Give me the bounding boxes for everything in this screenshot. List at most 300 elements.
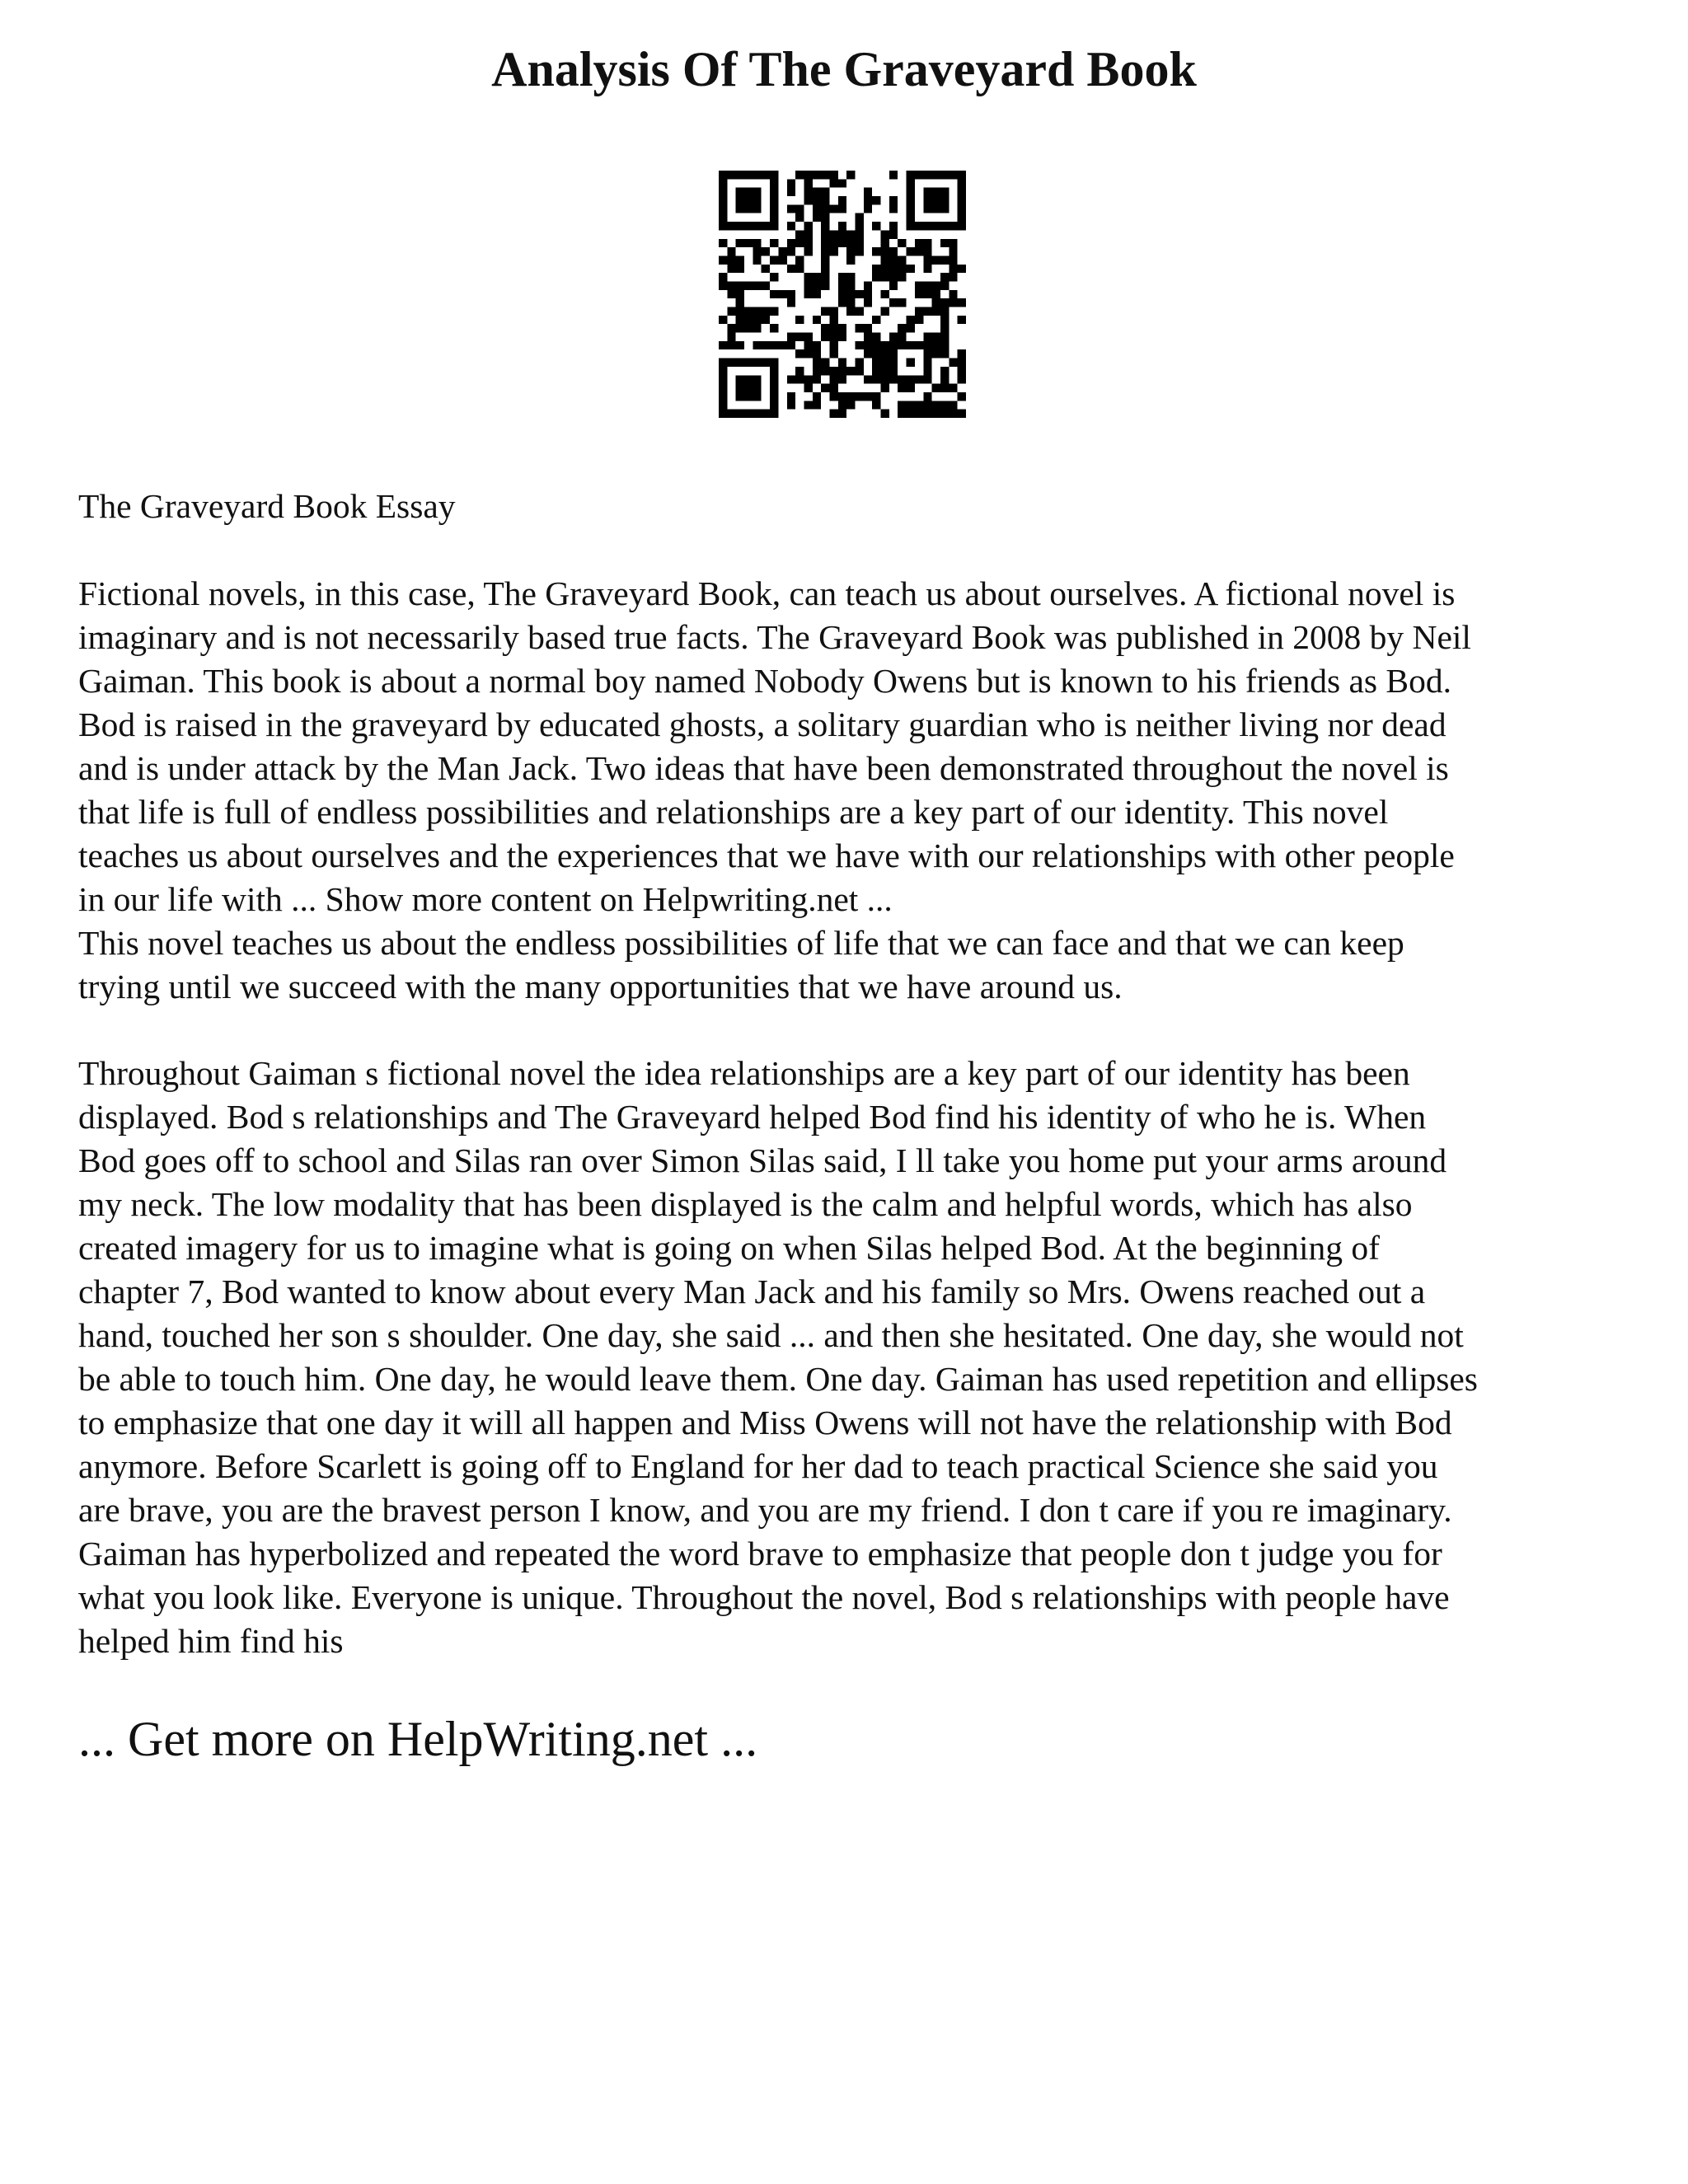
- qr-module: [829, 410, 837, 418]
- qr-module: [736, 265, 744, 273]
- essay-subtitle: The Graveyard Book Essay: [78, 487, 456, 525]
- qr-module: [838, 179, 846, 187]
- qr-module: [856, 324, 864, 332]
- qr-module: [872, 265, 880, 273]
- qr-module: [872, 196, 880, 204]
- qr-module: [889, 273, 898, 281]
- qr-module: [940, 196, 949, 204]
- qr-module: [889, 341, 898, 349]
- qr-module: [907, 410, 915, 418]
- qr-module: [889, 222, 898, 230]
- qr-module: [770, 273, 778, 281]
- qr-module: [932, 222, 940, 230]
- qr-module: [898, 324, 906, 332]
- qr-module: [813, 392, 821, 401]
- qr-module: [923, 359, 931, 367]
- qr-module: [923, 265, 931, 273]
- qr-module: [889, 375, 898, 383]
- qr-module: [804, 349, 812, 358]
- qr-module: [744, 316, 753, 324]
- qr-module: [753, 255, 761, 264]
- qr-module: [813, 281, 821, 289]
- qr-module: [940, 401, 949, 409]
- qr-module: [719, 384, 727, 392]
- paragraph-line: Bod goes off to school and Silas ran over Simon Silas said, I ll take you home put your arms around: [78, 1141, 1447, 1179]
- paragraph-line: imaginary and is not necessarily based true facts. The Graveyard Book was published in 2008 by Neil: [78, 618, 1471, 656]
- qr-module: [923, 239, 931, 247]
- qr-module: [744, 204, 753, 213]
- qr-module: [907, 359, 915, 367]
- qr-module: [795, 333, 804, 341]
- qr-module: [727, 222, 735, 230]
- qr-module: [864, 333, 872, 341]
- qr-module: [753, 281, 761, 289]
- qr-module: [881, 239, 889, 247]
- qr-module: [736, 222, 744, 230]
- qr-module: [846, 401, 855, 409]
- qr-module: [907, 171, 915, 179]
- qr-module: [736, 255, 744, 264]
- qr-module: [787, 222, 795, 230]
- qr-module: [762, 307, 770, 316]
- qr-module: [770, 179, 778, 187]
- qr-module: [813, 196, 821, 204]
- qr-module: [770, 204, 778, 213]
- qr-module: [949, 298, 957, 307]
- qr-module: [736, 316, 744, 324]
- qr-module: [864, 298, 872, 307]
- qr-module: [932, 255, 940, 264]
- qr-module: [770, 401, 778, 409]
- qr-module: [787, 247, 795, 255]
- qr-module: [872, 401, 880, 409]
- qr-module: [813, 401, 821, 409]
- paragraph-line: Gaiman has hyperbolized and repeated the word brave to emphasize that people don t judge you for: [78, 1535, 1442, 1572]
- qr-module: [727, 324, 735, 332]
- qr-module: [838, 375, 846, 383]
- paragraph-line: and is under attack by the Man Jack. Two ideas that have been demonstrated throughout the novel is: [78, 749, 1449, 787]
- qr-module: [864, 349, 872, 358]
- qr-module: [838, 281, 846, 289]
- qr-module: [813, 375, 821, 383]
- qr-module: [940, 375, 949, 383]
- qr-module: [872, 367, 880, 375]
- qr-module: [907, 341, 915, 349]
- qr-module: [838, 196, 846, 204]
- qr-module: [719, 392, 727, 401]
- paragraph-line: helped him find his: [78, 1622, 344, 1660]
- get-more-link[interactable]: ... Get more on HelpWriting.net ...: [78, 1712, 758, 1766]
- qr-module: [753, 384, 761, 392]
- qr-module: [753, 359, 761, 367]
- qr-module: [872, 392, 880, 401]
- qr-module: [821, 273, 829, 281]
- qr-module: [949, 384, 957, 392]
- qr-module: [727, 247, 735, 255]
- qr-module: [829, 333, 837, 341]
- qr-module: [753, 239, 761, 247]
- qr-module: [727, 281, 735, 289]
- qr-module: [753, 316, 761, 324]
- qr-module: [881, 384, 889, 392]
- qr-module: [804, 281, 812, 289]
- qr-module: [736, 307, 744, 316]
- qr-module: [958, 392, 966, 401]
- qr-module: [958, 375, 966, 383]
- qr-module: [744, 410, 753, 418]
- qr-module: [898, 239, 906, 247]
- qr-module: [736, 281, 744, 289]
- qr-module: [940, 255, 949, 264]
- qr-module: [778, 290, 786, 298]
- qr-module: [795, 265, 804, 273]
- qr-module: [829, 349, 837, 358]
- qr-module: [907, 179, 915, 187]
- qr-module: [744, 222, 753, 230]
- qr-module: [744, 188, 753, 196]
- qr-module: [923, 349, 931, 358]
- qr-module: [821, 230, 829, 238]
- qr-module: [949, 222, 957, 230]
- qr-module: [907, 247, 915, 255]
- qr-module: [856, 230, 864, 238]
- qr-module: [889, 230, 898, 238]
- qr-module: [923, 255, 931, 264]
- qr-module: [940, 316, 949, 324]
- qr-module: [889, 359, 898, 367]
- qr-module: [838, 222, 846, 230]
- qr-module: [889, 265, 898, 273]
- qr-module: [923, 222, 931, 230]
- qr-module: [856, 341, 864, 349]
- qr-module: [838, 298, 846, 307]
- qr-module: [821, 384, 829, 392]
- qr-module: [795, 204, 804, 213]
- qr-module: [821, 188, 829, 196]
- qr-module: [881, 265, 889, 273]
- qr-module: [838, 401, 846, 409]
- qr-module: [940, 204, 949, 213]
- qr-module: [787, 333, 795, 341]
- qr-module: [881, 247, 889, 255]
- qr-module: [744, 384, 753, 392]
- qr-module: [864, 341, 872, 349]
- qr-module: [881, 255, 889, 264]
- qr-module: [762, 316, 770, 324]
- qr-module: [907, 196, 915, 204]
- qr-module: [958, 367, 966, 375]
- paragraph-line: Bod is raised in the graveyard by educated ghosts, a solitary guardian who is neither living nor dead: [78, 705, 1447, 743]
- qr-module: [736, 171, 744, 179]
- paragraph-line: anymore. Before Scarlett is going off to England for her dad to teach practical Science she said you: [78, 1447, 1438, 1485]
- qr-module: [727, 333, 735, 341]
- qr-module: [829, 316, 837, 324]
- qr-module: [907, 213, 915, 222]
- qr-module: [829, 179, 837, 187]
- qr-module: [744, 171, 753, 179]
- qr-module: [719, 188, 727, 196]
- qr-module: [719, 281, 727, 289]
- qr-module: [846, 255, 855, 264]
- qr-module: [829, 384, 837, 392]
- qr-module: [804, 290, 812, 298]
- qr-module: [958, 410, 966, 418]
- qr-module: [846, 273, 855, 281]
- qr-module: [958, 213, 966, 222]
- paragraph-line: displayed. Bod s relationships and The Graveyard helped Bod find his identity of who he is. When: [78, 1098, 1427, 1136]
- qr-module: [813, 316, 821, 324]
- qr-module: [864, 290, 872, 298]
- qr-module: [881, 341, 889, 349]
- qr-module: [940, 307, 949, 316]
- qr-module: [719, 222, 727, 230]
- qr-module: [915, 316, 923, 324]
- qr-module: [864, 196, 872, 204]
- paragraph-line: trying until we succeed with the many opportunities that we have around us.: [78, 968, 1123, 1005]
- qr-module: [804, 333, 812, 341]
- qr-module: [898, 410, 906, 418]
- qr-module: [787, 204, 795, 213]
- qr-module: [744, 392, 753, 401]
- qr-module: [795, 349, 804, 358]
- qr-module: [770, 171, 778, 179]
- qr-module: [727, 341, 735, 349]
- qr-module: [907, 204, 915, 213]
- qr-module: [753, 341, 761, 349]
- qr-module: [744, 239, 753, 247]
- qr-module: [719, 375, 727, 383]
- qr-module: [923, 204, 931, 213]
- qr-module: [915, 222, 923, 230]
- qr-module: [958, 298, 966, 307]
- qr-module: [923, 188, 931, 196]
- qr-module: [813, 349, 821, 358]
- qr-module: [838, 392, 846, 401]
- qr-module: [898, 341, 906, 349]
- qr-module: [932, 281, 940, 289]
- qr-module: [778, 247, 786, 255]
- qr-module: [932, 341, 940, 349]
- qr-module: [872, 375, 880, 383]
- qr-module: [804, 171, 812, 179]
- qr-module: [889, 281, 898, 289]
- qr-module: [932, 298, 940, 307]
- qr-module: [923, 401, 931, 409]
- qr-module: [795, 213, 804, 222]
- qr-module: [829, 324, 837, 332]
- qr-module: [923, 196, 931, 204]
- qr-module: [907, 188, 915, 196]
- qr-module: [923, 281, 931, 289]
- qr-module: [940, 222, 949, 230]
- qr-module: [940, 239, 949, 247]
- qr-module: [856, 222, 864, 230]
- qr-module: [829, 171, 837, 179]
- qr-module: [719, 341, 727, 349]
- qr-module: [907, 265, 915, 273]
- qr-module: [770, 196, 778, 204]
- qr-module: [872, 333, 880, 341]
- qr-module: [719, 196, 727, 204]
- qr-module: [829, 375, 837, 383]
- paragraph-line: Fictional novels, in this case, The Graveyard Book, can teach us about ourselves. A fictional novel is: [78, 574, 1456, 612]
- qr-module: [770, 324, 778, 332]
- qr-module: [719, 410, 727, 418]
- qr-module: [932, 307, 940, 316]
- qr-module: [889, 247, 898, 255]
- qr-module: [881, 359, 889, 367]
- qr-module: [958, 316, 966, 324]
- qr-module: [736, 384, 744, 392]
- qr-module: [889, 349, 898, 358]
- qr-module: [838, 324, 846, 332]
- qr-module: [719, 359, 727, 367]
- qr-module: [958, 265, 966, 273]
- qr-module: [915, 290, 923, 298]
- qr-module: [949, 265, 957, 273]
- qr-module: [762, 341, 770, 349]
- qr-module: [821, 281, 829, 289]
- qr-module: [804, 384, 812, 392]
- qr-module: [762, 410, 770, 418]
- qr-module: [872, 273, 880, 281]
- qr-module: [838, 204, 846, 213]
- qr-module: [932, 410, 940, 418]
- qr-module: [923, 247, 931, 255]
- qr-module: [940, 367, 949, 375]
- qr-module: [881, 410, 889, 418]
- qr-module: [864, 188, 872, 196]
- qr-module: [872, 341, 880, 349]
- qr-module: [744, 196, 753, 204]
- qr-module: [787, 341, 795, 349]
- qr-module: [856, 367, 864, 375]
- qr-module: [856, 290, 864, 298]
- qr-module: [889, 333, 898, 341]
- qr-module: [856, 239, 864, 247]
- qr-module: [719, 179, 727, 187]
- qr-module: [949, 239, 957, 247]
- qr-module: [889, 196, 898, 204]
- qr-module: [736, 375, 744, 383]
- qr-module: [821, 204, 829, 213]
- qr-module: [889, 298, 898, 307]
- qr-module: [932, 384, 940, 392]
- qr-module: [736, 196, 744, 204]
- qr-module: [813, 213, 821, 222]
- qr-module: [753, 188, 761, 196]
- qr-module: [804, 188, 812, 196]
- qr-module: [940, 333, 949, 341]
- qr-module: [829, 392, 837, 401]
- qr-module: [719, 213, 727, 222]
- qr-module: [940, 188, 949, 196]
- qr-module: [923, 367, 931, 375]
- qr-module: [923, 341, 931, 349]
- paragraph-line: This novel teaches us about the endless possibilities of life that we can face and that we can keep: [78, 924, 1404, 962]
- qr-module: [804, 375, 812, 383]
- qr-module: [923, 375, 931, 383]
- qr-module: [770, 290, 778, 298]
- qr-module: [829, 239, 837, 247]
- qr-module: [770, 188, 778, 196]
- qr-module: [864, 204, 872, 213]
- qr-module: [872, 222, 880, 230]
- qr-module: [744, 359, 753, 367]
- qr-module: [813, 367, 821, 375]
- qr-module: [932, 196, 940, 204]
- qr-module: [727, 171, 735, 179]
- qr-module: [762, 171, 770, 179]
- qr-module: [958, 196, 966, 204]
- qr-module: [795, 367, 804, 375]
- qr-module: [889, 367, 898, 375]
- qr-module: [821, 265, 829, 273]
- qr-module: [898, 265, 906, 273]
- qr-module: [940, 349, 949, 358]
- qr-module: [736, 359, 744, 367]
- qr-module: [846, 367, 855, 375]
- qr-module: [821, 239, 829, 247]
- qr-module: [881, 230, 889, 238]
- qr-module: [829, 247, 837, 255]
- qr-module: [915, 239, 923, 247]
- qr-module: [736, 341, 744, 349]
- qr-module: [829, 204, 837, 213]
- qr-module: [872, 349, 880, 358]
- qr-module: [932, 290, 940, 298]
- qr-module: [856, 247, 864, 255]
- qr-module: [804, 247, 812, 255]
- qr-module: [719, 367, 727, 375]
- paragraph-line: to emphasize that one day it will all happen and Miss Owens will not have the relationship with Bod: [78, 1404, 1452, 1441]
- qr-module: [770, 392, 778, 401]
- qr-module: [813, 188, 821, 196]
- qr-module: [932, 333, 940, 341]
- qr-module: [898, 273, 906, 281]
- qr-module: [821, 333, 829, 341]
- qr-module: [915, 171, 923, 179]
- qr-module: [813, 341, 821, 349]
- qr-module: [778, 255, 786, 264]
- qr-module: [846, 298, 855, 307]
- qr-module: [940, 324, 949, 332]
- qr-module: [932, 171, 940, 179]
- qr-module: [787, 265, 795, 273]
- qr-module: [719, 171, 727, 179]
- qr-module: [907, 384, 915, 392]
- qr-module: [787, 401, 795, 409]
- qr-module: [949, 410, 957, 418]
- qr-module: [940, 273, 949, 281]
- qr-module: [923, 392, 931, 401]
- qr-module: [846, 230, 855, 238]
- qr-module: [804, 230, 812, 238]
- essay-paragraph-2: [78, 1052, 1628, 1663]
- qr-module: [770, 239, 778, 247]
- qr-module: [864, 281, 872, 289]
- qr-module: [923, 171, 931, 179]
- paragraph-line: Throughout Gaiman s fictional novel the idea relationships are a key part of our identity has been: [78, 1054, 1410, 1092]
- qr-module: [915, 401, 923, 409]
- qr-module: [958, 188, 966, 196]
- qr-module: [736, 204, 744, 213]
- qr-module: [770, 410, 778, 418]
- qr-module: [915, 375, 923, 383]
- qr-module: [889, 171, 898, 179]
- qr-module: [813, 273, 821, 281]
- qr-module: [736, 410, 744, 418]
